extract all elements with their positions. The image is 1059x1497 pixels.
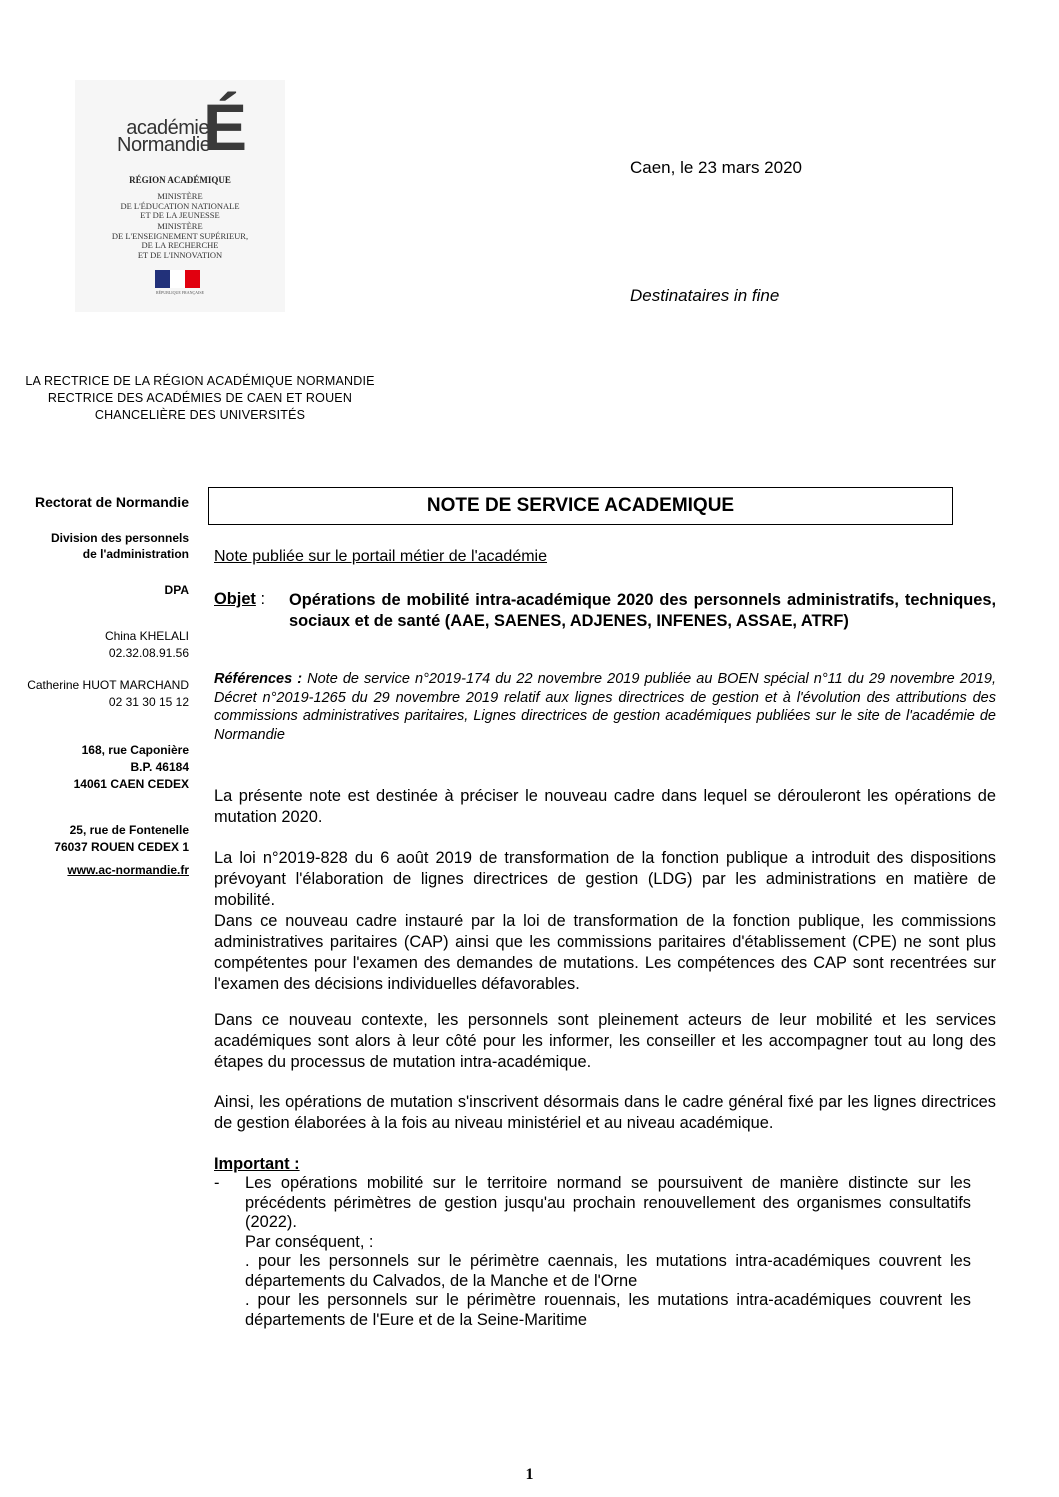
paragraph-1-text: La présente note est destinée à préciser le nouveau cadre dans lequel se dérouleront les opérations de mutation 2020. (214, 787, 996, 826)
logo-ministry2-line: DE L'ENSEIGNEMENT SUPÉRIEUR, (111, 230, 249, 241)
rectrice-line-2: RECTRICE DES ACADÉMIES DE CAEN ET ROUEN (47, 391, 353, 405)
important-line-4: . pour les personnels sur le périmètre rouennais, les mutations intra-académiques couvrent les départements de l'Eure et de la Seine-Maritime (245, 1291, 971, 1329)
sidebar-division-line1: Division des personnels (50, 531, 189, 545)
logo-e-letter: É (203, 90, 248, 164)
bullet-dash: - (214, 1174, 220, 1192)
important-line-1: Les opérations mobilité sur le territoire normand se poursuivent de manière distincte sur les précédents périmètres de gestion jusqu'au prochain renouvellement des organismes consultatifs (2022). (245, 1174, 971, 1231)
paragraph-4-text: Ainsi, les opérations de mutation s'inscrivent désormais dans le cadre général fixé par les lignes directrices de gestion élaborées à la fois au niveau ministériel et au niveau académique. (214, 1093, 996, 1132)
sidebar-addr1-line2: B.P. 46184 (130, 760, 189, 774)
academie-logo (75, 80, 285, 312)
note-published: Note publiée sur le portail métier de l'académie (214, 548, 548, 565)
logo-ministry-1 (75, 192, 285, 221)
references (214, 670, 996, 744)
recipients: Destinataires in fine (630, 286, 780, 305)
logo-ministry2-line: ET DE L'INNOVATION (137, 249, 223, 260)
sidebar-contact2-name: Catherine HUOT MARCHAND (27, 678, 189, 692)
logo-ministry1-line: MINISTÈRE (157, 191, 203, 201)
objet-text: Opérations de mobilité intra-académique 2020 des personnels administratifs, techniques, sociaux et de santé (AAE, SAENES, ADJENES, INFENES, ASSAE, ATRF) (289, 591, 996, 630)
paragraph-3 (214, 1010, 996, 1073)
sidebar-dpa: DPA (164, 583, 189, 597)
sidebar-division-line2: de l'administration (82, 547, 189, 561)
logo-academie-text (117, 117, 211, 156)
rectrice-line-1: LA RECTRICE DE LA RÉGION ACADÉMIQUE NORMANDIE (25, 374, 375, 388)
important-bullet (245, 1174, 971, 1330)
document-title: NOTE DE SERVICE ACADEMIQUE (208, 487, 953, 525)
website-link[interactable]: www.ac-normandie.fr (67, 863, 189, 877)
marianne-flag-icon (155, 270, 200, 288)
sidebar-contact1-phone: 02.32.08.91.56 (108, 646, 189, 660)
paragraph-2a-text: La loi n°2019-828 du 6 août 2019 de transformation de la fonction publique a introduit des dispositions prévoyant l'élaboration de lignes directrices de gestion (LDG) par les administrations en matière de mobilité. (214, 849, 996, 909)
letter-date: Caen, le 23 mars 2020 (630, 158, 802, 177)
page-number: 1 (525, 1466, 534, 1483)
logo-ministry1-line: DE L'ÉDUCATION NATIONALE (120, 200, 240, 211)
paragraph-3-text: Dans ce nouveau contexte, les personnels sont pleinement acteurs de leur mobilité et les services académiques sont alors à leur côté pour les informer, les conseiller et les accompagner tout au long des étapes du processus de mutation intra-académique. (214, 1011, 996, 1071)
logo-academie-line2: Normandie (117, 134, 211, 156)
logo-ministry1-line: ET DE LA JEUNESSE (140, 210, 220, 220)
rectrice-line-3: CHANCELIÈRE DES UNIVERSITÉS (94, 408, 306, 422)
paragraph-4 (214, 1092, 996, 1134)
sidebar-website[interactable] (67, 862, 189, 878)
paragraph-2b-text: Dans ce nouveau cadre instauré par la loi de transformation de la fonction publique, les commissions administratives paritaires (CAP) ainsi que les commissions paritaires d'établissement (CPE) ne sont plus compétentes pour l'examen des demandes de mutations. Les compétences des CAP sont recentrées sur l'examen des décisions individuelles défavorables. (214, 912, 996, 993)
objet-separator: : (255, 590, 265, 608)
references-label: Références : (214, 671, 303, 687)
paragraph-2 (214, 848, 996, 995)
logo-ministry2-line: DE LA RECHERCHE (141, 240, 219, 250)
important-line-2: Par conséquent, : (245, 1232, 374, 1251)
sidebar-addr1-line1: 168, rue Caponière (81, 743, 189, 757)
objet-label-text: Objet (214, 590, 256, 608)
references-text: Note de service n°2019-174 du 22 novembre 2019 publiée au BOEN spécial n°11 du 29 novembre 2019, Décret n°2019-1265 du 29 novembre 2019 relatif aux lignes directrices de gestion et à l'évolution des attributions des commissions administratives paritaires, Lignes directrices de gestion académiques publiées sur le site de l'académie de Normandie (214, 671, 996, 743)
paragraph-1 (214, 786, 996, 828)
sidebar-contact1-name: China KHELALI (104, 629, 189, 643)
sidebar-addr1-line3: 14061 CAEN CEDEX (73, 777, 189, 791)
objet-label (214, 590, 265, 609)
logo-ministry-2 (75, 222, 285, 260)
logo-republique: RÉPUBLIQUE FRANÇAISE (155, 290, 205, 295)
sidebar-addr2-line2: 76037 ROUEN CEDEX 1 (54, 840, 189, 854)
sidebar-rectorat: Rectorat de Normandie (34, 494, 189, 510)
logo-academie-line1: académie (126, 117, 209, 139)
logo-ministry2-line: MINISTÈRE (157, 221, 203, 231)
sidebar-addr2-line1: 25, rue de Fontenelle (69, 823, 189, 837)
important-line-3: . pour les personnels sur le périmètre caennais, les mutations intra-académiques couvrent les départements du Calvados, de la Manche et de l'Orne (245, 1252, 971, 1290)
logo-region: RÉGION ACADÉMIQUE (129, 175, 231, 185)
sidebar-contact2-phone: 02 31 30 15 12 (108, 695, 189, 709)
important-label: Important : (214, 1155, 300, 1173)
